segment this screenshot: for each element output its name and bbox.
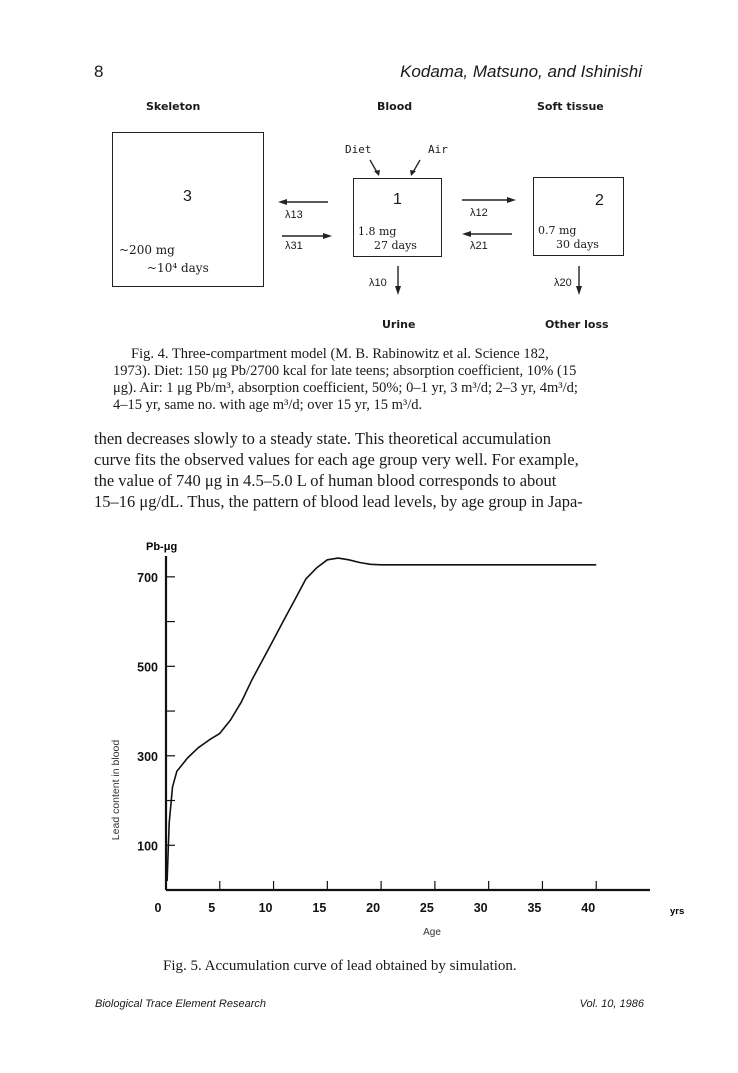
figure-5-caption: Fig. 5. Accumulation curve of lead obtained by simulation. <box>163 958 517 974</box>
body-line-2: curve fits the observed values for each age group very well. For example, <box>94 450 579 469</box>
fig4-caption-line-1: Fig. 4. Three-compartment model (M. B. Rabinowitz et al. Science 182, <box>131 346 549 362</box>
arrow-blood-to-soft-head <box>507 197 516 203</box>
footer-volume: Vol. 10, 1986 <box>579 998 644 1010</box>
arrow-blood-to-skeleton-head <box>278 199 287 205</box>
x-tick-label: 30 <box>473 901 488 915</box>
x-tick-label: 20 <box>366 901 381 915</box>
body-line-4: 15–16 μg/dL. Thus, the pattern of blood lead levels, by age group in Japa- <box>94 492 583 511</box>
x-tick-label: 35 <box>527 901 542 915</box>
column-header-soft-tissue: Soft tissue <box>537 100 604 113</box>
x-tick-label: 5 <box>208 901 216 915</box>
blood-amount: 1.8 mg <box>358 225 397 238</box>
figure-5-accumulation-chart <box>0 530 738 950</box>
exchange-arrows <box>0 0 738 310</box>
fig4-caption-line-2: 1973). Diet: 150 μg Pb/2700 kcal for late teens; absorption coefficient, 10% (15 <box>113 363 577 379</box>
body-line-1: then decreases slowly to a steady state. This theoretical accumulation <box>94 429 551 448</box>
skeleton-compartment-number: 3 <box>183 188 192 205</box>
column-header-blood: Blood <box>377 100 413 113</box>
arrow-soft-to-blood-head <box>462 231 471 237</box>
y-tick-label: 100 <box>137 839 158 854</box>
rate-lambda-12: λ12 <box>470 207 488 219</box>
output-label-other-loss: Other loss <box>545 318 609 331</box>
footer-journal: Biological Trace Element Research <box>95 998 266 1010</box>
column-header-skeleton: Skeleton <box>146 100 201 113</box>
output-label-urine: Urine <box>382 318 416 331</box>
rate-lambda-20: λ20 <box>554 277 572 289</box>
y-tick-label: 700 <box>137 570 158 585</box>
x-tick-label: 0 <box>154 901 162 915</box>
x-tick-label: 15 <box>312 901 327 915</box>
soft-tissue-compartment-number: 2 <box>595 192 604 209</box>
arrow-skeleton-to-blood-head <box>323 233 332 239</box>
input-label-air: Air <box>428 143 448 156</box>
blood-time: 27 days <box>374 239 417 252</box>
x-tick-label: 25 <box>419 901 434 915</box>
running-header-authors: Kodama, Matsuno, and Ishinishi <box>400 62 642 81</box>
accumulation-curve-line <box>167 558 596 881</box>
body-line-3: the value of 740 μg in 4.5–5.0 L of human blood corresponds to about <box>94 471 557 490</box>
rate-lambda-21: λ21 <box>470 240 488 252</box>
chart-axes <box>166 556 650 890</box>
skeleton-amount: ~200 mg <box>119 243 175 257</box>
blood-compartment-number: 1 <box>393 191 402 208</box>
fig4-caption-line-3: μg). Air: 1 μg Pb/m³, absorption coefficient, 50%; 0–1 yr, 3 m³/d; 2–3 yr, 4m³/d; <box>113 380 578 396</box>
arrow-urine-head <box>395 286 401 295</box>
rate-lambda-31: λ31 <box>285 240 303 252</box>
arrow-other-loss-head <box>576 286 582 295</box>
x-axis-unit: yrs <box>670 906 685 917</box>
y-axis-unit-label: Pb-μg <box>146 541 178 553</box>
soft-tissue-amount: 0.7 mg <box>538 224 577 237</box>
input-label-diet: Diet <box>345 143 372 156</box>
chart-series <box>167 558 596 881</box>
skeleton-time: ~10⁴ days <box>147 261 209 275</box>
x-axis-title: Age <box>423 927 441 938</box>
y-tick-label: 500 <box>137 660 158 675</box>
fig4-caption-line-4: 4–15 yr, same no. with age m³/d; over 15 yr, 15 m³/d. <box>113 397 423 413</box>
x-tick-label: 40 <box>581 901 596 915</box>
soft-tissue-time: 30 days <box>556 238 599 251</box>
x-tick-label: 10 <box>258 901 273 915</box>
rate-lambda-10: λ10 <box>369 277 387 289</box>
page-number: 8 <box>94 62 104 81</box>
y-axis-title: Lead content in blood <box>110 739 122 841</box>
y-tick-label: 300 <box>137 749 158 764</box>
rate-lambda-13: λ13 <box>285 209 303 221</box>
